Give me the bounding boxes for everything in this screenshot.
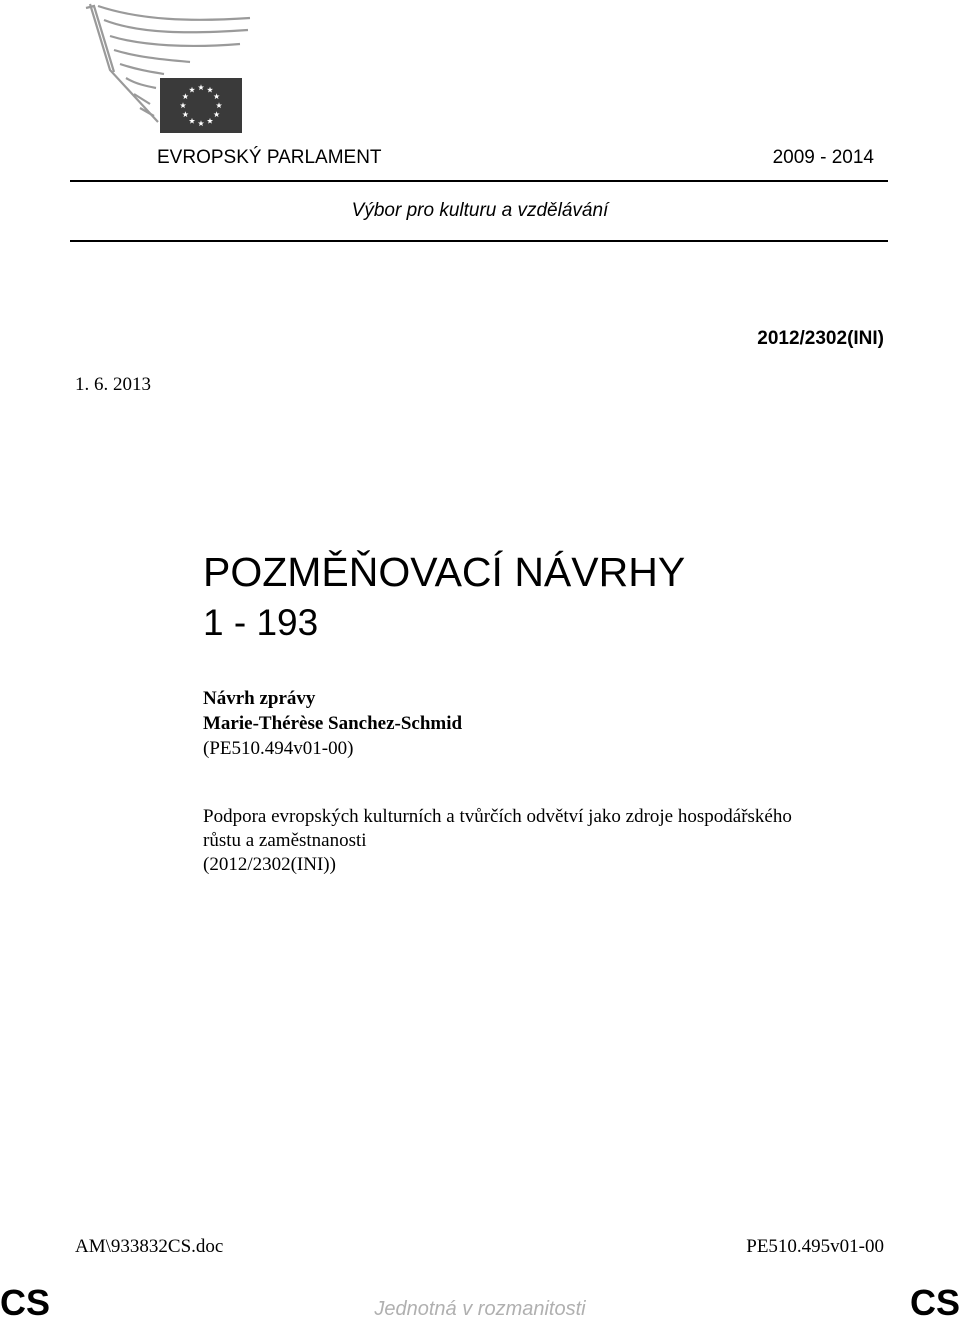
report-subject <box>203 805 903 877</box>
document-date: 1. 6. 2013 <box>75 374 151 395</box>
institution-name: EVROPSKÝ PARLAMENT <box>157 147 382 168</box>
eu-motto: Jednotná v rozmanitosti <box>374 1298 586 1320</box>
footer-document-reference: AM\933832CS.doc <box>75 1236 224 1257</box>
subject-line: Podpora evropských kulturních a tvůrčích odvětví jako zdroje hospodářského <box>203 806 792 827</box>
european-parliament-logo-icon <box>80 0 260 140</box>
draft-reference: (PE510.494v01-00) <box>203 738 354 759</box>
rapporteur-name: Marie-Thérèse Sanchez-Schmid <box>203 713 463 734</box>
procedure-number: 2012/2302(INI) <box>757 328 884 349</box>
header-divider-bottom <box>70 240 888 242</box>
subject-line: (2012/2302(INI)) <box>203 854 336 875</box>
language-code-right: CS <box>909 1282 960 1323</box>
subject-line: růstu a zaměstnanosti <box>203 830 367 851</box>
header-divider-top <box>70 180 888 182</box>
draft-type: Návrh zprávy <box>203 688 316 709</box>
committee-name: Výbor pro kulturu a vzdělávání <box>351 200 609 221</box>
document-title: POZMĚŇOVACÍ NÁVRHY <box>203 549 686 595</box>
footer-pe-reference: PE510.495v01-00 <box>746 1236 884 1257</box>
amendment-range: 1 - 193 <box>203 602 319 643</box>
language-code-left: CS <box>0 1282 51 1323</box>
parliamentary-term: 2009 - 2014 <box>772 147 874 168</box>
